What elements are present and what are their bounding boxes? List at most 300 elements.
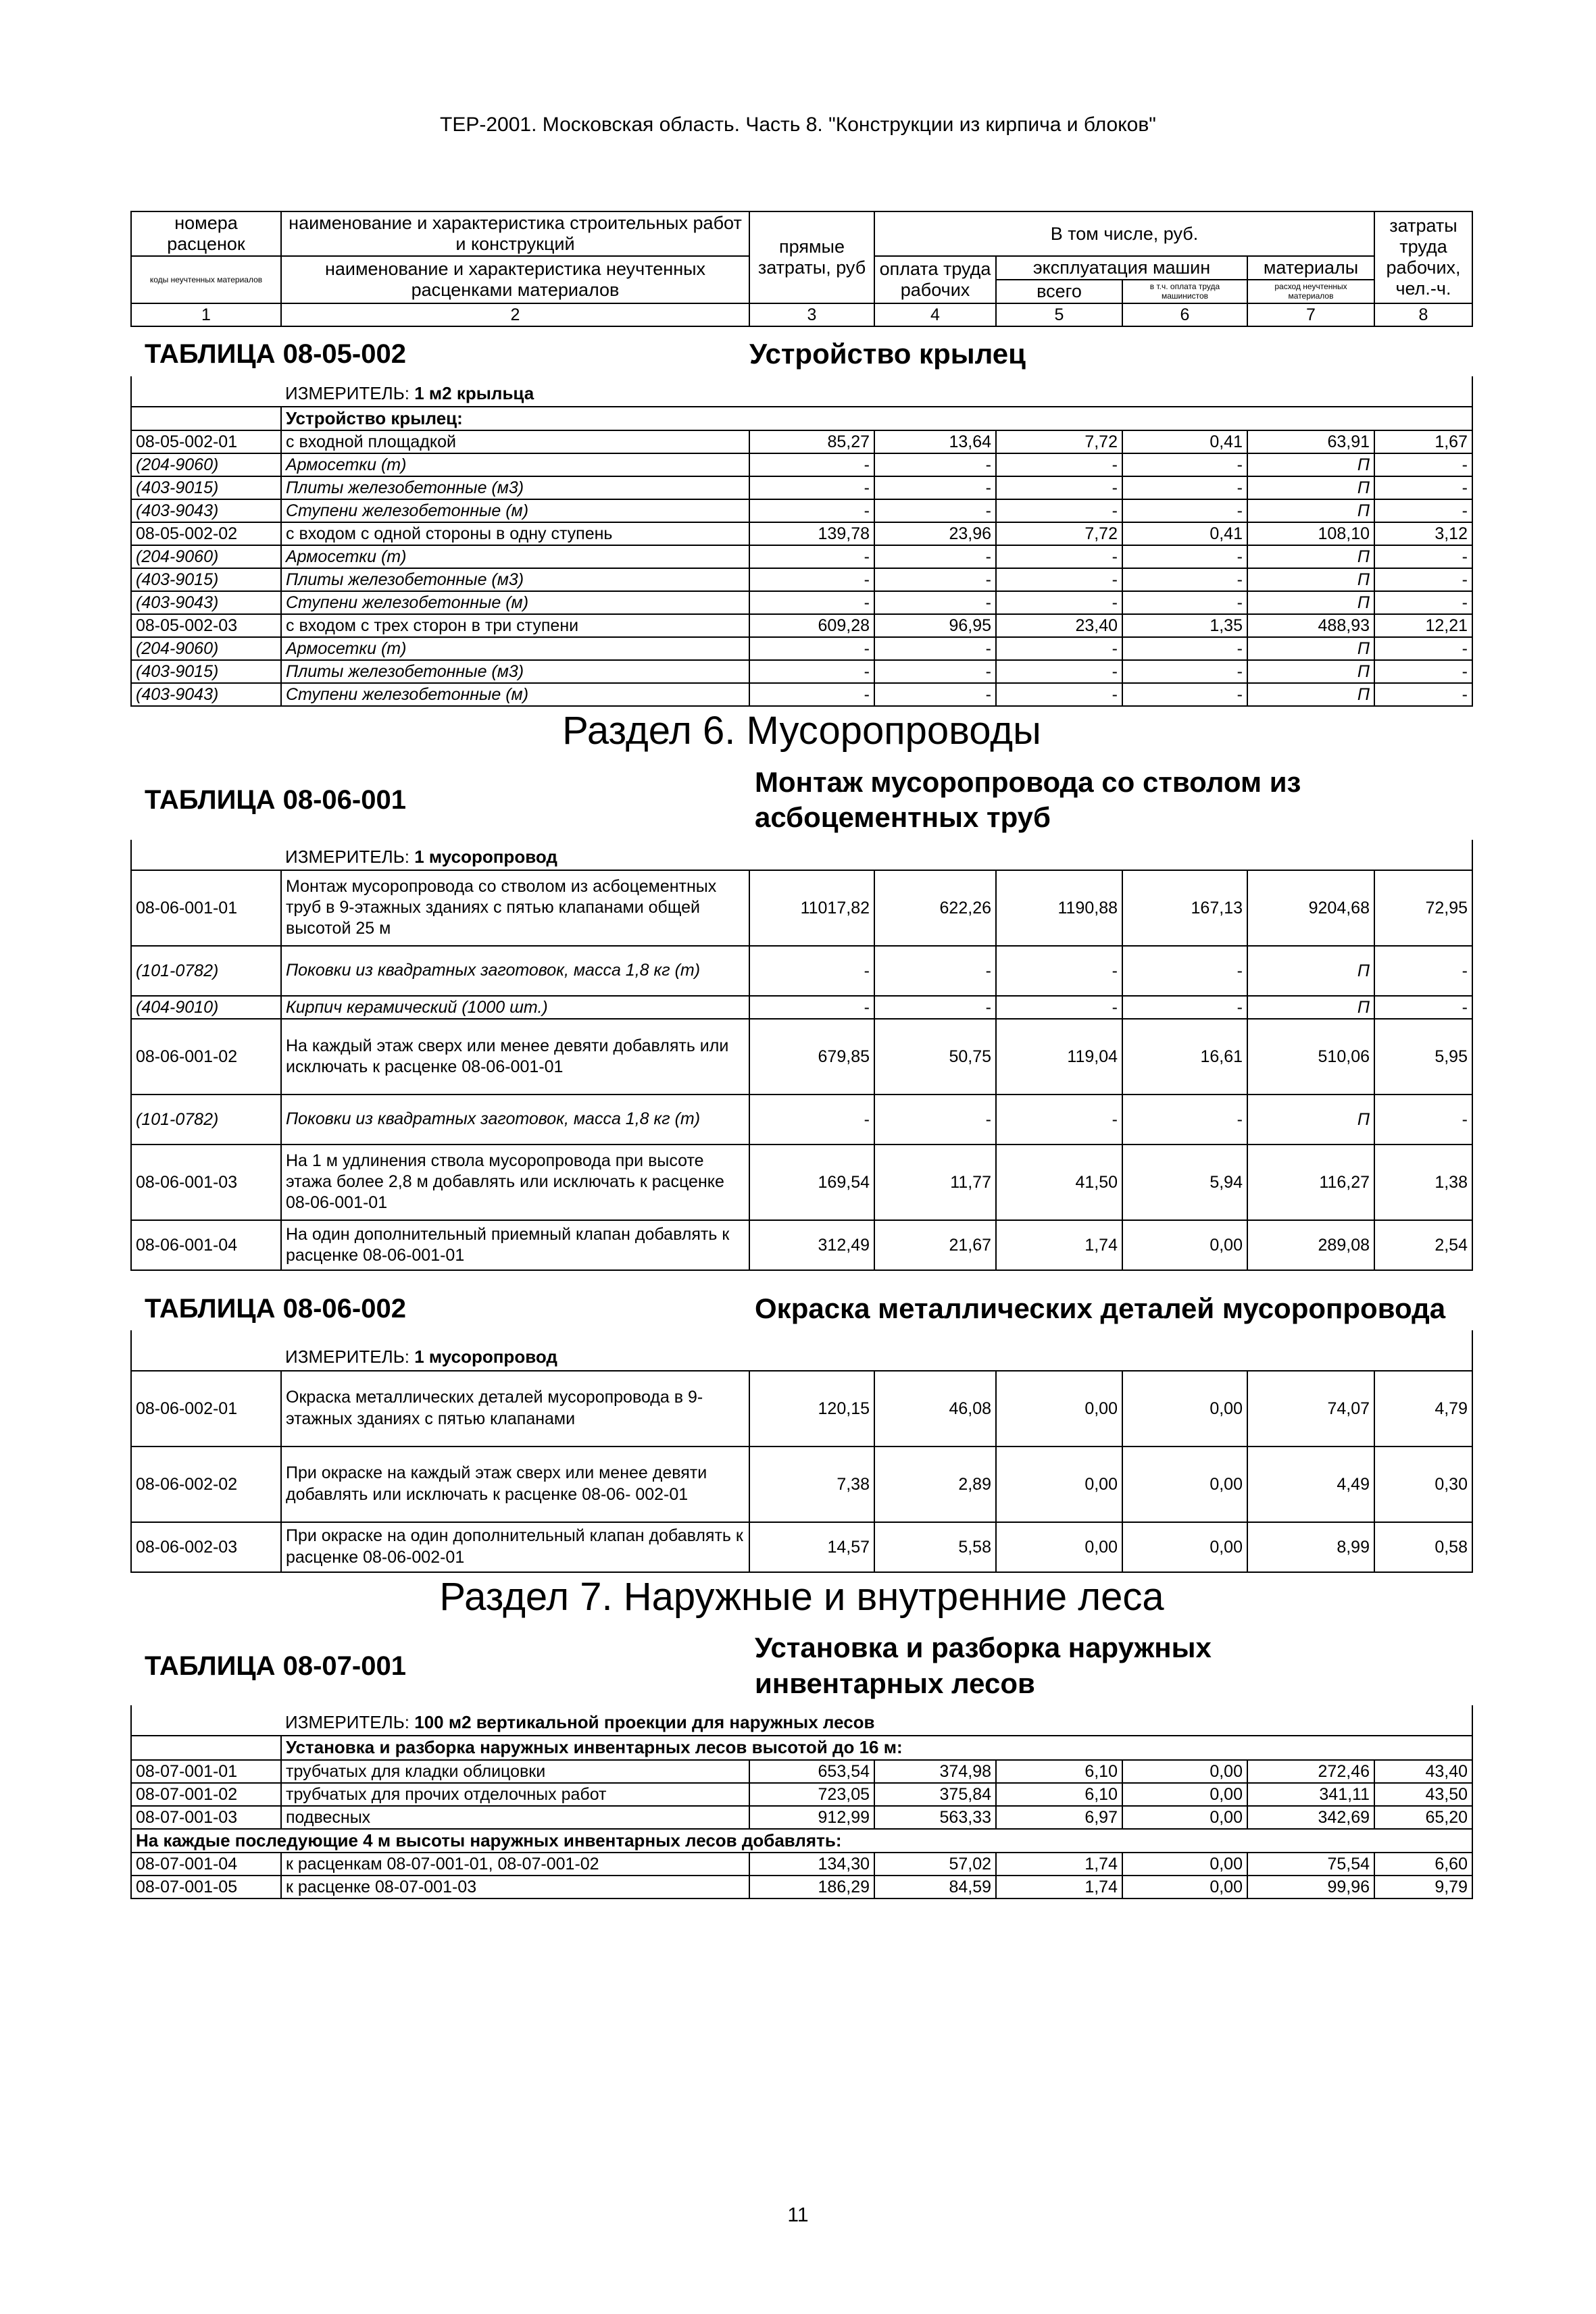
table-cell: 6,10 xyxy=(996,1783,1122,1806)
table-cell: 50,75 xyxy=(874,1019,996,1095)
table-cell: При окраске на один дополнительный клапан добавлять к расценке 08-06-002-01 xyxy=(281,1522,749,1572)
table-cell: 0,00 xyxy=(1122,1783,1247,1806)
table-cell: 289,08 xyxy=(1247,1220,1374,1270)
table-cell: 84,59 xyxy=(874,1876,996,1898)
table-cell: 1,74 xyxy=(996,1220,1122,1270)
table-cell: (204-9060) xyxy=(131,453,281,476)
table-cell: - xyxy=(1374,996,1472,1019)
table-cell: П xyxy=(1247,637,1374,660)
table-row xyxy=(131,1876,1472,1898)
table-cell: П xyxy=(1247,568,1374,591)
table-cell: - xyxy=(996,476,1122,499)
group-row xyxy=(131,1829,1472,1853)
table-cell: - xyxy=(1374,591,1472,614)
table-cell: Поковки из квадратных заготовок, масса 1,8 кг (т) xyxy=(281,946,749,996)
table-cell: - xyxy=(1122,453,1247,476)
table-cell: П xyxy=(1247,545,1374,568)
header-labor: затраты труда рабочих, чел.-ч. xyxy=(1374,211,1472,303)
table-cell: 488,93 xyxy=(1247,614,1374,637)
table-cell: Установка и разборка наружных инвентарных лесов высотой до 16 м: xyxy=(281,1736,1472,1759)
table-cell: - xyxy=(874,637,996,660)
table-cell: 134,30 xyxy=(749,1853,874,1876)
table-cell: 7,72 xyxy=(996,522,1122,545)
table-cell: 08-07-001-02 xyxy=(131,1783,281,1806)
table-cell: 169,54 xyxy=(749,1145,874,1220)
table-cell: - xyxy=(996,545,1122,568)
table-cell: 0,00 xyxy=(1122,1876,1247,1898)
table-cell: 0,00 xyxy=(1122,1522,1247,1572)
table-cell: Окраска металлических деталей мусоропровода xyxy=(755,1292,1446,1324)
material-row xyxy=(131,545,1472,568)
header-incl: В том числе, руб. xyxy=(874,211,1374,256)
table-row xyxy=(131,1019,1472,1095)
table-cell: 23,96 xyxy=(874,522,996,545)
table-cell: 1190,88 xyxy=(996,870,1122,946)
table-row xyxy=(131,1145,1472,1220)
table-heading xyxy=(131,326,1472,376)
table-cell: 1,38 xyxy=(1374,1145,1472,1220)
table-cell: - xyxy=(1374,660,1472,683)
table-cell: 2,89 xyxy=(874,1447,996,1522)
table-cell: - xyxy=(996,453,1122,476)
table-cell: 08-05-002-02 xyxy=(131,522,281,545)
header-machines: эксплуатация машин xyxy=(996,256,1247,280)
table-cell: 9204,68 xyxy=(1247,870,1374,946)
table-row xyxy=(131,1806,1472,1829)
table-cell: - xyxy=(1374,683,1472,706)
table-cell: - xyxy=(1374,453,1472,476)
table-cell: П xyxy=(1247,591,1374,614)
table-cell: - xyxy=(996,568,1122,591)
table-cell: - xyxy=(1374,1095,1472,1145)
table-cell: 4,49 xyxy=(1247,1447,1374,1522)
table-cell: - xyxy=(749,1095,874,1145)
table-cell: Армосетки (т) xyxy=(281,637,749,660)
table-cell: При окраске на каждый этаж сверх или менее девяти добавлять или исключать к расценке 08-06- 002-01 xyxy=(281,1447,749,1522)
table-cell xyxy=(131,840,281,870)
table-cell: - xyxy=(996,637,1122,660)
table-cell xyxy=(131,407,281,430)
table-cell: Монтаж мусоропровода со стволом из асбоцементных труб в 9-этажных зданиях с пятью клапанами общей высотой 25 м xyxy=(281,870,749,946)
table-cell: 0,00 xyxy=(1122,1853,1247,1876)
measure-row xyxy=(131,376,1472,407)
header-material-codes: коды неучтенных материалов xyxy=(131,256,281,303)
table-cell: 4 xyxy=(874,303,996,326)
table-cell: 679,85 xyxy=(749,1019,874,1095)
measure-row xyxy=(131,840,1472,870)
table-cell: Плиты железобетонные (м3) xyxy=(281,568,749,591)
table-cell: 609,28 xyxy=(749,614,874,637)
header-machinist-wages: в т.ч. оплата труда машинистов xyxy=(1122,280,1247,303)
table-cell: 1,67 xyxy=(1374,430,1472,453)
table-cell: 96,95 xyxy=(874,614,996,637)
table-cell: - xyxy=(1122,637,1247,660)
table-cell: 08-07-001-01 xyxy=(131,1760,281,1783)
table-cell: 43,40 xyxy=(1374,1760,1472,1783)
table-cell: 5,95 xyxy=(1374,1019,1472,1095)
table-cell: - xyxy=(874,1095,996,1145)
table-cell: 6,10 xyxy=(996,1760,1122,1783)
table-cell: 08-06-001-01 xyxy=(131,870,281,946)
table-cell: 63,91 xyxy=(1247,430,1374,453)
rates-table xyxy=(130,211,1473,1899)
table-cell: - xyxy=(1374,476,1472,499)
table-cell: 72,95 xyxy=(1374,870,1472,946)
table-cell: (403-9015) xyxy=(131,568,281,591)
table-row xyxy=(131,430,1472,453)
table-cell: Окраска металлических деталей мусоропровода в 9-этажных зданиях с пятью клапанами xyxy=(281,1371,749,1447)
table-cell: Устройство крылец: xyxy=(281,407,1472,430)
table-cell: подвесных xyxy=(281,1806,749,1829)
table-cell: - xyxy=(996,660,1122,683)
table-cell: - xyxy=(996,1095,1122,1145)
table-cell: - xyxy=(1374,568,1472,591)
table-heading xyxy=(131,1270,1472,1331)
table-cell: 0,00 xyxy=(1122,1220,1247,1270)
header-numbers-row xyxy=(131,303,1472,326)
table-cell: 08-06-002-03 xyxy=(131,1522,281,1572)
table-cell: 13,64 xyxy=(874,430,996,453)
table-row xyxy=(131,1371,1472,1447)
measure-row xyxy=(131,1330,1472,1370)
table-row xyxy=(131,1760,1472,1783)
table-cell: На 1 м удлинения ствола мусоропровода при высоте этажа более 2,8 м добавлять или исключать к расценке 08-06-001-01 xyxy=(281,1145,749,1220)
table-cell: 120,15 xyxy=(749,1371,874,1447)
table-cell: - xyxy=(1374,946,1472,996)
table-cell: - xyxy=(749,683,874,706)
table-cell: 0,30 xyxy=(1374,1447,1472,1522)
table-cell: (204-9060) xyxy=(131,545,281,568)
table-cell: (403-9043) xyxy=(131,499,281,522)
table-cell: На каждый этаж сверх или менее девяти добавлять или исключать к расценке 08-06-001-01 xyxy=(281,1019,749,1095)
table-cell: П xyxy=(1247,660,1374,683)
table-cell: 21,67 xyxy=(874,1220,996,1270)
header-direct-costs: прямые затраты, руб xyxy=(749,211,874,303)
table-cell: - xyxy=(874,660,996,683)
table-cell: 6 xyxy=(1122,303,1247,326)
table-cell: - xyxy=(874,996,996,1019)
table-cell: Армосетки (т) xyxy=(281,453,749,476)
table-cell: 5,58 xyxy=(874,1522,996,1572)
table-cell: 375,84 xyxy=(874,1783,996,1806)
table-cell: - xyxy=(1122,996,1247,1019)
material-row xyxy=(131,591,1472,614)
header-row-1 xyxy=(131,211,1472,256)
table-cell: - xyxy=(749,660,874,683)
table-row xyxy=(131,522,1472,545)
table-cell: - xyxy=(874,591,996,614)
table-cell: 08-05-002-01 xyxy=(131,430,281,453)
table-heading xyxy=(131,1621,1472,1705)
table-cell: 08-06-002-02 xyxy=(131,1447,281,1522)
table-cell: - xyxy=(874,545,996,568)
table-cell: трубчатых для кладки облицовки xyxy=(281,1760,749,1783)
table-cell: 0,41 xyxy=(1122,430,1247,453)
table-cell: - xyxy=(1122,1095,1247,1145)
table-cell: На один дополнительный приемный клапан добавлять к расценке 08-06-001-01 xyxy=(281,1220,749,1270)
table-cell: - xyxy=(874,946,996,996)
table-cell: 0,00 xyxy=(1122,1806,1247,1829)
table-cell: - xyxy=(874,453,996,476)
table-cell: ТАБЛИЦА 08-06-001 xyxy=(145,785,406,815)
table-cell: - xyxy=(1122,946,1247,996)
header-materials: материалы xyxy=(1247,256,1374,280)
table-cell: 7 xyxy=(1247,303,1374,326)
table-cell: ТАБЛИЦА 08-07-001 xyxy=(145,1651,406,1681)
table-cell: П xyxy=(1247,499,1374,522)
table-cell: - xyxy=(749,453,874,476)
table-row xyxy=(131,1783,1472,1806)
table-cell: 6,60 xyxy=(1374,1853,1472,1876)
table-cell: 374,98 xyxy=(874,1760,996,1783)
table-cell: - xyxy=(1374,499,1472,522)
table-cell: - xyxy=(874,476,996,499)
table-cell: 5 xyxy=(996,303,1122,326)
table-cell: - xyxy=(874,499,996,522)
table-heading xyxy=(131,755,1472,840)
table-cell: 14,57 xyxy=(749,1522,874,1572)
table-cell: 0,41 xyxy=(1122,522,1247,545)
table-cell: - xyxy=(1122,476,1247,499)
table-cell: П xyxy=(1247,476,1374,499)
table-cell: 08-06-002-01 xyxy=(131,1371,281,1447)
group-row xyxy=(131,1736,1472,1759)
table-row xyxy=(131,1220,1472,1270)
table-cell: - xyxy=(996,499,1122,522)
table-cell: - xyxy=(749,946,874,996)
material-row xyxy=(131,476,1472,499)
table-cell: 116,27 xyxy=(1247,1145,1374,1220)
table-cell: 43,50 xyxy=(1374,1783,1472,1806)
group-row xyxy=(131,407,1472,430)
table-cell: - xyxy=(1122,591,1247,614)
table-cell: 272,46 xyxy=(1247,1760,1374,1783)
table-cell: Ступени железобетонные (м) xyxy=(281,683,749,706)
table-row xyxy=(131,614,1472,637)
table-cell: 723,05 xyxy=(749,1783,874,1806)
table-cell: 75,54 xyxy=(1247,1853,1374,1876)
table-cell: ИЗМЕРИТЕЛЬ: 100 м2 вертикальной проекции для наружных лесов xyxy=(281,1705,1472,1736)
table-cell: 108,10 xyxy=(1247,522,1374,545)
table-cell: 1 xyxy=(131,303,281,326)
table-cell: 9,79 xyxy=(1374,1876,1472,1898)
table-cell: (403-9015) xyxy=(131,660,281,683)
material-row xyxy=(131,946,1472,996)
table-cell: - xyxy=(749,568,874,591)
table-cell: 08-06-001-03 xyxy=(131,1145,281,1220)
table-cell: - xyxy=(874,683,996,706)
table-cell: 11017,82 xyxy=(749,870,874,946)
section-heading xyxy=(131,706,1472,755)
table-cell: - xyxy=(749,545,874,568)
page-number: 11 xyxy=(787,2204,809,2226)
table-cell: Ступени железобетонные (м) xyxy=(281,499,749,522)
table-cell: Монтаж мусоропровода со стволом из асбоцементных труб xyxy=(755,765,1301,834)
page-title: ТЕР-2001. Московская область. Часть 8. "Конструкции из кирпича и блоков" xyxy=(440,114,1156,136)
table-cell: - xyxy=(1122,499,1247,522)
table-cell: - xyxy=(1122,545,1247,568)
header-wages: оплата труда рабочих xyxy=(874,256,996,303)
material-row xyxy=(131,683,1472,706)
table-cell: 08-06-001-04 xyxy=(131,1220,281,1270)
table-cell: 0,00 xyxy=(1122,1760,1247,1783)
table-cell: - xyxy=(874,568,996,591)
table-cell: - xyxy=(996,591,1122,614)
table-cell: 912,99 xyxy=(749,1806,874,1829)
table-cell: 342,69 xyxy=(1247,1806,1374,1829)
table-cell: 7,72 xyxy=(996,430,1122,453)
table-cell: ИЗМЕРИТЕЛЬ: 1 мусоропровод xyxy=(281,840,1472,870)
material-row xyxy=(131,1095,1472,1145)
table-cell: Армосетки (т) xyxy=(281,545,749,568)
table-cell: - xyxy=(1374,637,1472,660)
table-cell: ИЗМЕРИТЕЛЬ: 1 мусоропровод xyxy=(281,1330,1472,1370)
table-cell: (403-9015) xyxy=(131,476,281,499)
header-codes: номера расценок xyxy=(131,211,281,256)
table-cell: 16,61 xyxy=(1122,1019,1247,1095)
table-cell: - xyxy=(749,996,874,1019)
table-cell: - xyxy=(749,591,874,614)
table-cell xyxy=(131,1705,281,1736)
table-cell xyxy=(131,1330,281,1370)
table-cell: 6,97 xyxy=(996,1806,1122,1829)
table-cell: 1,35 xyxy=(1122,614,1247,637)
header-machines-total: всего xyxy=(996,280,1122,303)
table-cell: Поковки из квадратных заготовок, масса 1,8 кг (т) xyxy=(281,1095,749,1145)
table-cell: (101-0782) xyxy=(131,946,281,996)
table-cell: 8 xyxy=(1374,303,1472,326)
table-cell: к расценке 08-07-001-03 xyxy=(281,1876,749,1898)
table-cell: (403-9043) xyxy=(131,591,281,614)
table-cell: П xyxy=(1247,683,1374,706)
table-cell: 3 xyxy=(749,303,874,326)
table-cell: 0,00 xyxy=(1122,1447,1247,1522)
material-row xyxy=(131,637,1472,660)
table-row xyxy=(131,1853,1472,1876)
table-cell: Раздел 7. Наружные и внутренние леса xyxy=(439,1574,1164,1619)
table-cell: 8,99 xyxy=(1247,1522,1374,1572)
table-cell: 139,78 xyxy=(749,522,874,545)
table-cell: 341,11 xyxy=(1247,1783,1374,1806)
table-cell: - xyxy=(749,476,874,499)
table-cell: к расценкам 08-07-001-01, 08-07-001-02 xyxy=(281,1853,749,1876)
table-cell: 653,54 xyxy=(749,1760,874,1783)
table-cell: 0,00 xyxy=(996,1371,1122,1447)
table-row xyxy=(131,1522,1472,1572)
table-cell: - xyxy=(1122,660,1247,683)
table-cell: - xyxy=(749,637,874,660)
table-cell xyxy=(131,376,281,407)
table-cell: (204-9060) xyxy=(131,637,281,660)
table-cell: 99,96 xyxy=(1247,1876,1374,1898)
table-cell: - xyxy=(996,683,1122,706)
table-cell: 167,13 xyxy=(1122,870,1247,946)
table-cell: 0,58 xyxy=(1374,1522,1472,1572)
table-cell: 74,07 xyxy=(1247,1371,1374,1447)
table-row xyxy=(131,1447,1472,1522)
table-cell: 0,00 xyxy=(996,1447,1122,1522)
table-cell: 57,02 xyxy=(874,1853,996,1876)
table-cell: Плиты железобетонные (м3) xyxy=(281,660,749,683)
table-cell: 563,33 xyxy=(874,1806,996,1829)
table-cell: 2 xyxy=(281,303,749,326)
table-cell: П xyxy=(1247,1095,1374,1145)
table-cell: - xyxy=(1374,545,1472,568)
table-cell: с входной площадкой xyxy=(281,430,749,453)
table-cell: (101-0782) xyxy=(131,1095,281,1145)
table-id: ТАБЛИЦА 08-05-002 xyxy=(145,339,406,370)
table-cell: 186,29 xyxy=(749,1876,874,1898)
table-cell: П xyxy=(1247,453,1374,476)
table-cell: - xyxy=(749,499,874,522)
table-cell: 4,79 xyxy=(1374,1371,1472,1447)
table-cell: ИЗМЕРИТЕЛЬ: 1 м2 крыльца xyxy=(281,376,1472,407)
table-cell: П xyxy=(1247,946,1374,996)
material-row xyxy=(131,568,1472,591)
table-cell: 11,77 xyxy=(874,1145,996,1220)
table-cell: На каждые последующие 4 м высоты наружных инвентарных лесов добавлять: xyxy=(131,1829,1472,1853)
table-cell: П xyxy=(1247,996,1374,1019)
table-cell: 08-05-002-03 xyxy=(131,614,281,637)
table-cell: Ступени железобетонные (м) xyxy=(281,591,749,614)
table-cell: - xyxy=(1122,683,1247,706)
table-cell: 08-06-001-02 xyxy=(131,1019,281,1095)
table-cell: 0,00 xyxy=(1122,1371,1247,1447)
table-cell: с входом с трех сторон в три ступени xyxy=(281,614,749,637)
table-cell: 7,38 xyxy=(749,1447,874,1522)
table-cell: 510,06 xyxy=(1247,1019,1374,1095)
table-cell: 23,40 xyxy=(996,614,1122,637)
table-name: Устройство крылец xyxy=(749,338,1026,370)
table-cell: трубчатых для прочих отделочных работ xyxy=(281,1783,749,1806)
table-cell: 08-07-001-05 xyxy=(131,1876,281,1898)
material-row xyxy=(131,499,1472,522)
material-row xyxy=(131,996,1472,1019)
table-cell: - xyxy=(1122,568,1247,591)
material-row xyxy=(131,660,1472,683)
table-cell: 2,54 xyxy=(1374,1220,1472,1270)
table-cell: 41,50 xyxy=(996,1145,1122,1220)
table-cell: 46,08 xyxy=(874,1371,996,1447)
section-heading xyxy=(131,1572,1472,1621)
table-cell: 1,74 xyxy=(996,1876,1122,1898)
table-cell: 5,94 xyxy=(1122,1145,1247,1220)
header-material-use: расход неучтенных материалов xyxy=(1247,280,1374,303)
table-cell: 3,12 xyxy=(1374,522,1472,545)
table-cell: 65,20 xyxy=(1374,1806,1472,1829)
header-name: наименование и характеристика строительных работ и конструкций xyxy=(281,211,749,256)
header-material-name: наименование и характеристика неучтенных расценками материалов xyxy=(281,256,749,303)
table-cell: 85,27 xyxy=(749,430,874,453)
table-row xyxy=(131,870,1472,946)
table-cell: Раздел 6. Мусоропроводы xyxy=(562,709,1041,753)
table-cell xyxy=(131,1736,281,1759)
table-cell: 312,49 xyxy=(749,1220,874,1270)
table-cell: - xyxy=(996,946,1122,996)
table-cell: Кирпич керамический (1000 шт.) xyxy=(281,996,749,1019)
table-cell: Плиты железобетонные (м3) xyxy=(281,476,749,499)
table-cell: - xyxy=(996,996,1122,1019)
table-cell: 0,00 xyxy=(996,1522,1122,1572)
table-cell: 08-07-001-03 xyxy=(131,1806,281,1829)
material-row xyxy=(131,453,1472,476)
measure-row xyxy=(131,1705,1472,1736)
table-cell: ТАБЛИЦА 08-06-002 xyxy=(145,1294,406,1324)
table-cell: Установка и разборка наружных инвентарных лесов xyxy=(755,1632,1212,1699)
table-cell: 1,74 xyxy=(996,1853,1122,1876)
table-cell: 622,26 xyxy=(874,870,996,946)
table-cell: с входом с одной стороны в одну ступень xyxy=(281,522,749,545)
